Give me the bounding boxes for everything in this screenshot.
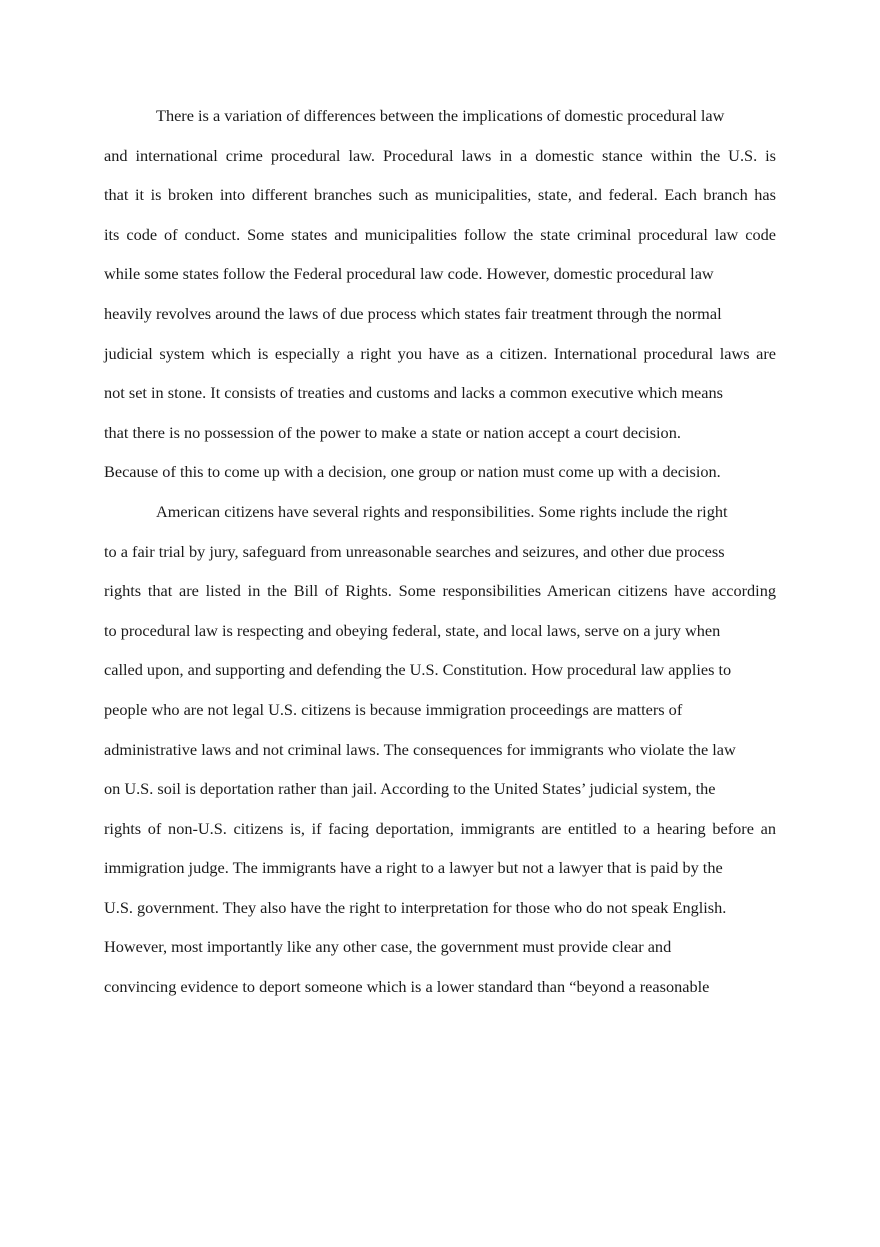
paragraph-line: on U.S. soil is deportation rather than jail. According to the United States’ judicial system, the (104, 779, 716, 799)
paragraph-line: immigration judge. The immigrants have a right to a lawyer but not a lawyer that is paid by the (104, 858, 723, 878)
paragraph-line: rights of non-U.S. citizens is, if facing deportation, immigrants are entitled to a hearing before an (104, 818, 776, 838)
paragraph-line: people who are not legal U.S. citizens is because immigration proceedings are matters of (104, 699, 683, 719)
paragraph-line: judicial system which is especially a right you have as a citizen. International procedural laws are (104, 343, 776, 363)
paragraph-line: called upon, and supporting and defending the U.S. Constitution. How procedural law applies to (104, 660, 732, 680)
paragraph-line: American citizens have several rights and responsibilities. Some rights include the right (156, 501, 728, 521)
paragraph-line: rights that are listed in the Bill of Rights. Some responsibilities American citizens have according (104, 581, 776, 601)
paragraph-line: while some states follow the Federal procedural law code. However, domestic procedural law (104, 264, 714, 284)
paragraph-line: not set in stone. It consists of treaties and customs and lacks a common executive which means (104, 383, 723, 403)
paragraph (104, 96, 776, 492)
paragraph-line: U.S. government. They also have the right to interpretation for those who do not speak English. (104, 897, 727, 917)
paragraph-line: to a fair trial by jury, safeguard from unreasonable searches and seizures, and other due process (104, 541, 725, 561)
paragraph-line: There is a variation of differences between the implications of domestic procedural law (156, 106, 725, 125)
paragraph-line: to procedural law is respecting and obeying federal, state, and local laws, serve on a jury when (104, 620, 721, 640)
paragraph-line: Because of this to come up with a decision, one group or nation must come up with a decision. (104, 462, 721, 482)
paragraph-line: However, most importantly like any other case, the government must provide clear and (104, 937, 672, 957)
paragraph-line: convincing evidence to deport someone which is a lower standard than “beyond a reasonable (104, 977, 710, 997)
paragraph-line: that it is broken into different branches such as municipalities, state, and federal. Each branch has (104, 185, 776, 205)
document-body (104, 96, 776, 1007)
paragraph-line: and international crime procedural law. Procedural laws in a domestic stance within the U.S. is (104, 145, 776, 165)
paragraph-line: administrative laws and not criminal laws. The consequences for immigrants who violate the law (104, 739, 736, 759)
paragraph-line: heavily revolves around the laws of due process which states fair treatment through the normal (104, 303, 722, 323)
paragraph (104, 492, 776, 1007)
paragraph-line: that there is no possession of the power to make a state or nation accept a court decision. (104, 422, 681, 442)
paragraph-line: its code of conduct. Some states and municipalities follow the state criminal procedural law code (104, 224, 776, 244)
